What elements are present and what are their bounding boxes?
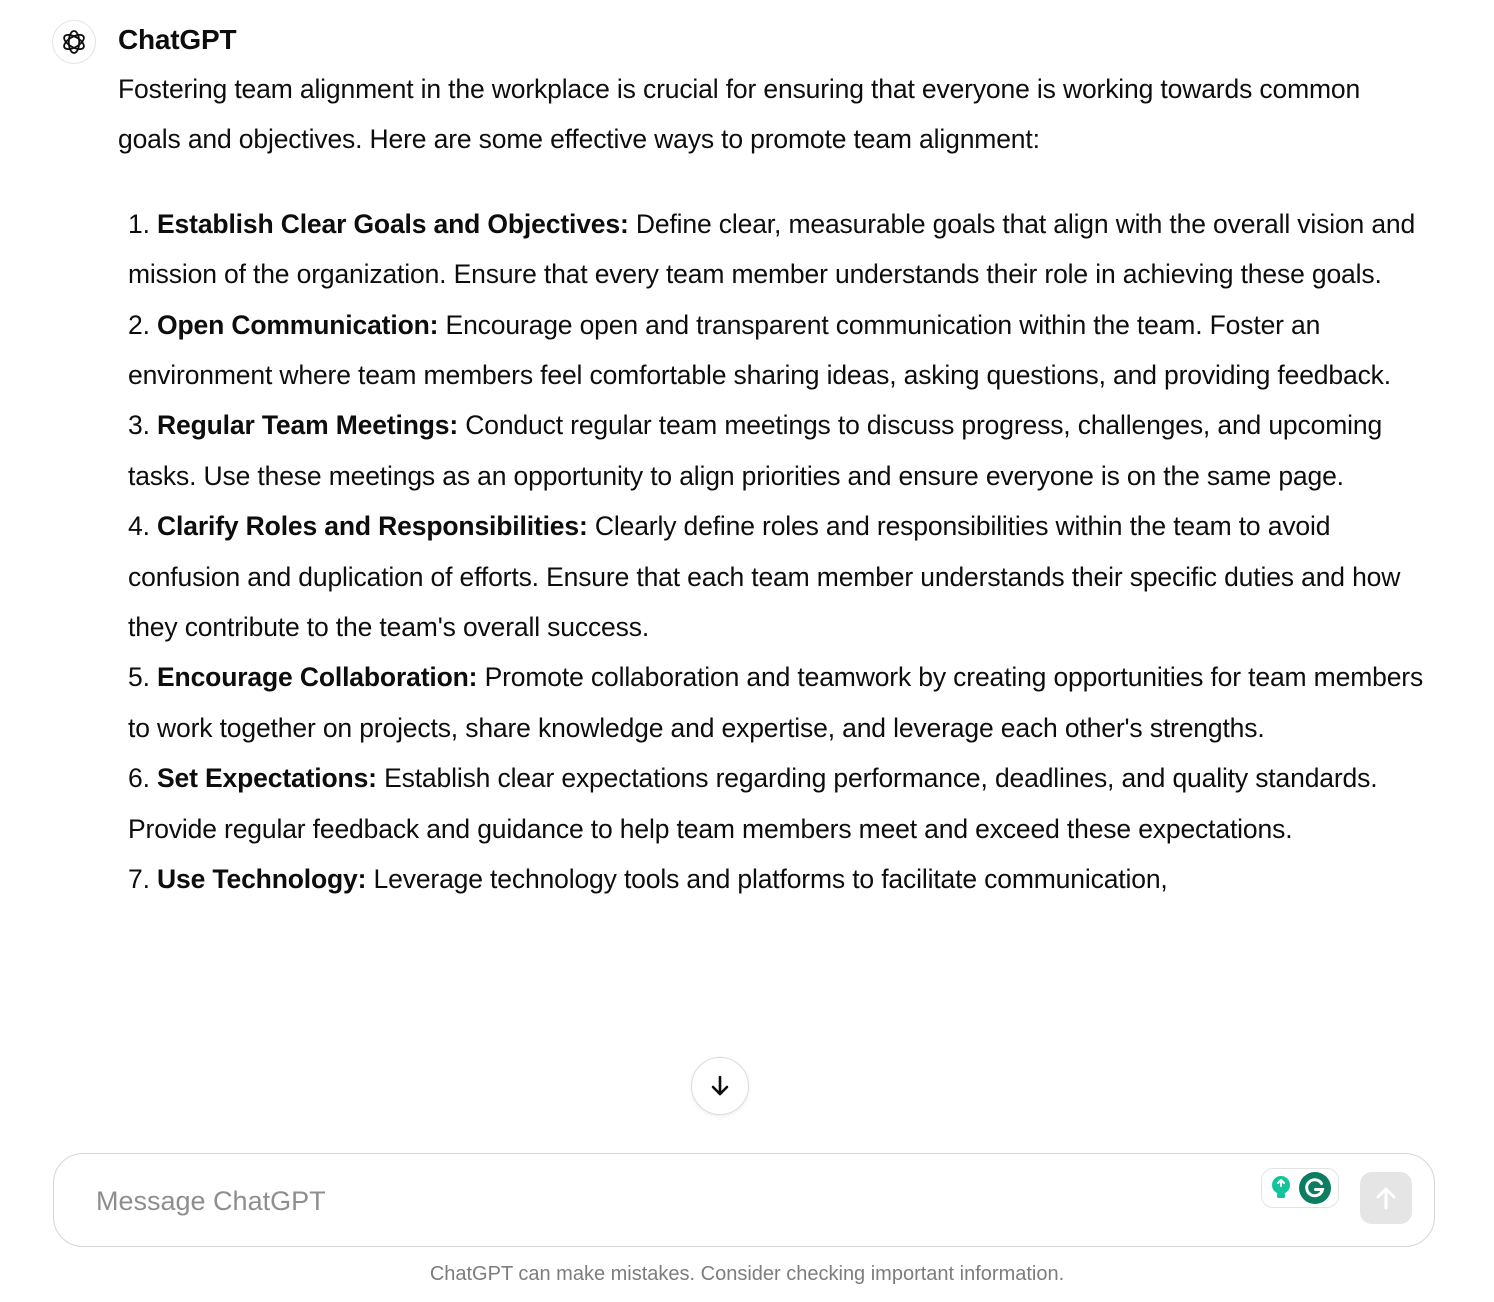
list-item-title: Establish Clear Goals and Objectives: (157, 208, 629, 239)
list-item-title: Open Communication: (157, 309, 439, 340)
list-item-number: 6. (128, 763, 150, 794)
numbered-list (128, 199, 1438, 905)
list-item-text: Encourage open and transparent communication within the team. Foster an environment where team members feel comfortable sharing ideas, asking questions, and providing feedback. (128, 309, 1391, 391)
message-intro: Fostering team alignment in the workplace is crucial for ensuring that everyone is working towards common goals and objectives. Here are some effective ways to promote team alignment: (118, 74, 1361, 155)
list-item (128, 753, 1438, 854)
arrow-up-icon (1373, 1184, 1399, 1212)
send-button[interactable] (1360, 1172, 1412, 1224)
list-item-number: 1. (128, 208, 150, 239)
message-content (118, 64, 1448, 1148)
lightbulb-icon[interactable] (1268, 1174, 1294, 1202)
grammarly-icon[interactable] (1298, 1171, 1332, 1205)
list-item-number: 7. (128, 864, 150, 895)
message-input[interactable] (96, 1180, 1246, 1222)
disclaimer-text: ChatGPT can make mistakes. Consider checking important information. (429, 1263, 1065, 1285)
message-header (52, 20, 96, 64)
list-item-text: Leverage technology tools and platforms to facilitate communication, (373, 864, 1168, 895)
list-item-title: Use Technology: (157, 864, 367, 895)
message-author: ChatGPT (118, 24, 237, 55)
list-item (128, 854, 1438, 904)
grammarly-widget[interactable] (1261, 1168, 1339, 1208)
list-item (128, 501, 1438, 652)
arrow-down-icon (707, 1073, 733, 1099)
avatar (52, 20, 96, 64)
list-item-title: Clarify Roles and Responsibilities: (157, 511, 588, 542)
list-item-text: Conduct regular team meetings to discuss progress, challenges, and upcoming tasks. Use these meetings as an opportunity to align priorities and ensure everyone is on the same page. (128, 410, 1383, 491)
list-item-number: 5. (128, 662, 150, 693)
list-item-number: 4. (128, 511, 150, 542)
openai-logo-icon (59, 27, 89, 57)
list-item (128, 652, 1438, 753)
list-item-text: Clearly define roles and responsibilities within the team to avoid confusion and duplication of efforts. Ensure that each team member understands their specific duties and how they contribute to the team's overall success. (128, 511, 1401, 643)
list-item-number: 3. (128, 410, 150, 441)
list-item-number: 2. (128, 309, 150, 340)
scroll-to-bottom-button[interactable] (691, 1057, 749, 1115)
list-item-text: Define clear, measurable goals that align with the overall vision and mission of the organization. Ensure that every team member understands their role in achieving these goals. (128, 208, 1416, 290)
list-item-text: Establish clear expectations regarding performance, deadlines, and quality standards. Provide regular feedback and guidance to help team members meet and exceed these expectations. (128, 763, 1378, 844)
list-item-title: Regular Team Meetings: (157, 410, 459, 441)
list-item-title: Set Expectations: (157, 763, 377, 794)
list-item-text: Promote collaboration and teamwork by creating opportunities for team members to work together on projects, share knowledge and expertise, and leverage each other's strengths. (128, 662, 1424, 743)
list-item (128, 400, 1438, 501)
list-item-title: Encourage Collaboration: (157, 662, 478, 693)
list-item (128, 199, 1438, 300)
list-item (128, 300, 1438, 401)
message-composer (53, 1153, 1435, 1247)
